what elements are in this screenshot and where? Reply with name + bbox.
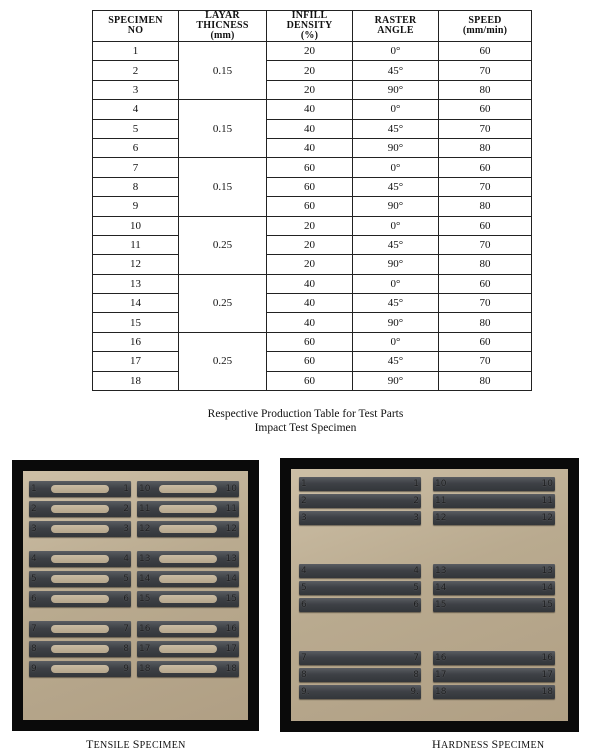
cell-raster-angle: 0° bbox=[353, 332, 439, 351]
cell-speed: 60 bbox=[439, 158, 532, 177]
specimen-gauge-slot bbox=[51, 645, 108, 653]
cell-raster-angle: 90° bbox=[353, 255, 439, 274]
hardness-specimen-bar bbox=[299, 598, 421, 612]
cell-layer-thickness: 0.25 bbox=[179, 274, 267, 332]
specimen-number: 12 bbox=[139, 524, 151, 534]
table-row bbox=[93, 352, 532, 371]
tensile-specimen-bar bbox=[137, 551, 239, 567]
header-text: SPEED bbox=[468, 15, 502, 26]
specimen-number: 13 bbox=[139, 554, 151, 564]
specimen-number: 15 bbox=[225, 594, 237, 604]
table-caption bbox=[0, 407, 611, 435]
cell-specimen-no: 2 bbox=[93, 61, 179, 80]
table-row bbox=[93, 158, 532, 177]
cell-layer-thickness: 0.15 bbox=[179, 42, 267, 100]
specimen-gauge-slot bbox=[51, 665, 108, 673]
cell-specimen-no: 8 bbox=[93, 177, 179, 196]
hardness-specimen-bar bbox=[433, 511, 555, 525]
specimen-number: 3 bbox=[123, 524, 129, 534]
header-speed bbox=[439, 11, 532, 42]
cell-speed: 60 bbox=[439, 216, 532, 235]
caption-line-1: Respective Production Table for Test Parts bbox=[207, 408, 404, 420]
specimen-gauge-slot bbox=[159, 665, 216, 673]
cell-raster-angle: 0° bbox=[353, 100, 439, 119]
table-row bbox=[93, 138, 532, 157]
specimen-gauge-slot bbox=[159, 625, 216, 633]
label-initial: H bbox=[432, 737, 441, 751]
specimen-number: 3 bbox=[301, 513, 307, 523]
header-text: (mm) bbox=[210, 30, 235, 41]
specimen-number: 17 bbox=[435, 670, 447, 680]
cell-raster-angle: 0° bbox=[353, 42, 439, 61]
specimen-number: 8 bbox=[31, 644, 37, 654]
specimen-number: 1 bbox=[31, 484, 37, 494]
specimen-gauge-slot bbox=[51, 555, 108, 563]
cell-raster-angle: 90° bbox=[353, 197, 439, 216]
hardness-specimen-bar bbox=[433, 598, 555, 612]
hardness-specimen-bar bbox=[299, 668, 421, 682]
specimen-number: 13 bbox=[225, 554, 237, 564]
cell-raster-angle: 0° bbox=[353, 216, 439, 235]
cell-raster-angle: 90° bbox=[353, 80, 439, 99]
cell-speed: 70 bbox=[439, 119, 532, 138]
cell-raster-angle: 90° bbox=[353, 371, 439, 390]
header-text: NO bbox=[127, 25, 144, 36]
hardness-specimen-bar bbox=[299, 581, 421, 595]
tensile-specimen-bar bbox=[29, 521, 131, 537]
cell-specimen-no: 13 bbox=[93, 274, 179, 293]
specimen-number: 16 bbox=[225, 624, 237, 634]
table-row bbox=[93, 119, 532, 138]
tensile-specimen-bar bbox=[29, 661, 131, 677]
hardness-specimen-bar bbox=[433, 668, 555, 682]
cell-speed: 60 bbox=[439, 42, 532, 61]
specimen-number: 4 bbox=[31, 554, 37, 564]
specimen-number: 10 bbox=[139, 484, 151, 494]
specimen-gauge-slot bbox=[51, 505, 108, 513]
cell-specimen-no: 6 bbox=[93, 138, 179, 157]
hardness-specimen-bar bbox=[433, 494, 555, 508]
specimen-number: 3 bbox=[413, 513, 419, 523]
cell-raster-angle: 0° bbox=[353, 158, 439, 177]
cell-specimen-no: 15 bbox=[93, 313, 179, 332]
tensile-specimen-bar bbox=[137, 521, 239, 537]
specimen-number: 12 bbox=[225, 524, 237, 534]
specimen-number: 13 bbox=[541, 566, 553, 576]
tensile-specimen-bar bbox=[137, 481, 239, 497]
specimen-number: 10 bbox=[225, 484, 237, 494]
header-text: RASTER bbox=[374, 15, 417, 26]
tensile-photo-surface bbox=[23, 471, 248, 720]
cell-infill-density: 20 bbox=[267, 216, 353, 235]
specimen-number: 5 bbox=[31, 574, 37, 584]
cell-specimen-no: 18 bbox=[93, 371, 179, 390]
cell-layer-thickness: 0.25 bbox=[179, 216, 267, 274]
cell-infill-density: 60 bbox=[267, 177, 353, 196]
label-rest: ARDNESS bbox=[440, 740, 492, 751]
tensile-specimen-bar bbox=[29, 551, 131, 567]
tensile-specimen-label bbox=[86, 737, 186, 752]
specimen-gauge-slot bbox=[51, 595, 108, 603]
specimen-number: 14 bbox=[435, 583, 447, 593]
hardness-specimen-bar bbox=[433, 477, 555, 491]
specimen-gauge-slot bbox=[159, 575, 216, 583]
cell-infill-density: 20 bbox=[267, 80, 353, 99]
hardness-specimen-bar bbox=[299, 494, 421, 508]
specimen-number: 9 bbox=[123, 664, 129, 674]
specimen-number: 4 bbox=[301, 566, 307, 576]
cell-speed: 70 bbox=[439, 235, 532, 254]
production-table bbox=[92, 10, 532, 391]
specimen-gauge-slot bbox=[159, 595, 216, 603]
specimen-number: 16 bbox=[541, 653, 553, 663]
header-text: INFILL bbox=[291, 10, 328, 21]
specimen-number: 8 bbox=[123, 644, 129, 654]
specimen-gauge-slot bbox=[51, 625, 108, 633]
specimen-number: 17 bbox=[541, 670, 553, 680]
cell-layer-thickness: 0.25 bbox=[179, 332, 267, 390]
tensile-specimen-bar bbox=[137, 641, 239, 657]
label-rest: PECIMEN bbox=[498, 740, 545, 751]
cell-speed: 80 bbox=[439, 313, 532, 332]
cell-speed: 60 bbox=[439, 274, 532, 293]
specimen-number: 15 bbox=[541, 600, 553, 610]
hardness-specimen-bar bbox=[299, 511, 421, 525]
cell-raster-angle: 90° bbox=[353, 313, 439, 332]
cell-speed: 80 bbox=[439, 80, 532, 99]
cell-raster-angle: 45° bbox=[353, 177, 439, 196]
hardness-specimen-bar bbox=[299, 477, 421, 491]
specimen-number: 15 bbox=[435, 600, 447, 610]
specimen-number: 5 bbox=[123, 574, 129, 584]
table-row bbox=[93, 313, 532, 332]
specimen-number: 5 bbox=[301, 583, 307, 593]
label-initial: S bbox=[491, 737, 499, 751]
specimen-number: 2 bbox=[31, 504, 37, 514]
cell-infill-density: 60 bbox=[267, 352, 353, 371]
specimen-number: 18 bbox=[435, 687, 447, 697]
cell-speed: 70 bbox=[439, 61, 532, 80]
specimen-gauge-slot bbox=[51, 525, 108, 533]
header-text: DENSITY bbox=[286, 20, 333, 31]
tensile-specimen-bar bbox=[29, 641, 131, 657]
cell-raster-angle: 45° bbox=[353, 119, 439, 138]
cell-infill-density: 40 bbox=[267, 138, 353, 157]
header-specimen-no bbox=[93, 11, 179, 42]
cell-specimen-no: 11 bbox=[93, 235, 179, 254]
table-row bbox=[93, 100, 532, 119]
tensile-specimen-bar bbox=[29, 591, 131, 607]
table-row bbox=[93, 235, 532, 254]
table-row bbox=[93, 332, 532, 351]
tensile-specimen-bar bbox=[137, 571, 239, 587]
header-text: LAYAR bbox=[205, 10, 240, 21]
cell-raster-angle: 45° bbox=[353, 235, 439, 254]
specimen-number: 18 bbox=[139, 664, 151, 674]
specimen-number: 14 bbox=[225, 574, 237, 584]
specimen-number: 10 bbox=[541, 479, 553, 489]
hardness-specimen-bar bbox=[433, 564, 555, 578]
header-text: ANGLE bbox=[377, 25, 414, 36]
tensile-specimen-bar bbox=[137, 661, 239, 677]
cell-infill-density: 40 bbox=[267, 100, 353, 119]
specimen-number: 13 bbox=[435, 566, 447, 576]
cell-speed: 80 bbox=[439, 138, 532, 157]
specimen-number: 8 bbox=[413, 670, 419, 680]
cell-speed: 80 bbox=[439, 197, 532, 216]
cell-speed: 60 bbox=[439, 100, 532, 119]
specimen-number: 16 bbox=[435, 653, 447, 663]
specimen-number: 2 bbox=[123, 504, 129, 514]
table-row bbox=[93, 61, 532, 80]
specimen-number: 6 bbox=[123, 594, 129, 604]
specimen-number: 1 bbox=[123, 484, 129, 494]
cell-infill-density: 20 bbox=[267, 255, 353, 274]
specimen-number: 4 bbox=[413, 566, 419, 576]
specimen-number: 6 bbox=[413, 600, 419, 610]
table-row bbox=[93, 294, 532, 313]
specimen-gauge-slot bbox=[159, 525, 216, 533]
tensile-specimen-bar bbox=[29, 501, 131, 517]
header-text: SPECIMEN bbox=[108, 15, 163, 26]
hardness-specimen-bar bbox=[299, 564, 421, 578]
cell-speed: 60 bbox=[439, 332, 532, 351]
specimen-number: 7 bbox=[413, 653, 419, 663]
specimen-number: 7 bbox=[31, 624, 37, 634]
specimen-gauge-slot bbox=[51, 575, 108, 583]
table-row bbox=[93, 216, 532, 235]
specimen-number: 2 bbox=[301, 496, 307, 506]
table-row bbox=[93, 274, 532, 293]
table-row bbox=[93, 177, 532, 196]
specimen-number: 15 bbox=[139, 594, 151, 604]
specimen-number: 17 bbox=[225, 644, 237, 654]
cell-infill-density: 40 bbox=[267, 313, 353, 332]
specimen-number: 2 bbox=[413, 496, 419, 506]
label-initial: T bbox=[86, 737, 94, 751]
specimen-number: 18 bbox=[225, 664, 237, 674]
tensile-specimen-bar bbox=[137, 621, 239, 637]
specimen-number: 10 bbox=[435, 479, 447, 489]
specimen-number: 17 bbox=[139, 644, 151, 654]
specimen-number: 11 bbox=[139, 504, 151, 514]
cell-raster-angle: 45° bbox=[353, 352, 439, 371]
specimen-number: 5 bbox=[413, 583, 419, 593]
header-infill-density bbox=[267, 11, 353, 42]
specimen-number: 11 bbox=[435, 496, 447, 506]
cell-infill-density: 20 bbox=[267, 61, 353, 80]
cell-specimen-no: 10 bbox=[93, 216, 179, 235]
specimen-number: 7 bbox=[123, 624, 129, 634]
cell-specimen-no: 4 bbox=[93, 100, 179, 119]
cell-speed: 80 bbox=[439, 255, 532, 274]
specimen-gauge-slot bbox=[159, 645, 216, 653]
tensile-specimen-bar bbox=[29, 621, 131, 637]
table-row bbox=[93, 197, 532, 216]
specimen-number: 9. bbox=[410, 687, 419, 697]
hardness-specimen-label bbox=[432, 737, 544, 752]
label-initial: S bbox=[132, 737, 140, 751]
hardness-specimen-photo bbox=[280, 458, 579, 732]
specimen-number: 4 bbox=[123, 554, 129, 564]
tensile-specimen-photo bbox=[12, 460, 259, 731]
specimen-number: 12 bbox=[541, 513, 553, 523]
hardness-specimen-bar bbox=[433, 685, 555, 699]
cell-speed: 70 bbox=[439, 294, 532, 313]
specimen-gauge-slot bbox=[51, 485, 108, 493]
specimen-gauge-slot bbox=[159, 485, 216, 493]
tensile-specimen-bar bbox=[29, 571, 131, 587]
cell-raster-angle: 90° bbox=[353, 138, 439, 157]
cell-speed: 80 bbox=[439, 371, 532, 390]
specimen-number: 16 bbox=[139, 624, 151, 634]
header-text: (%) bbox=[300, 30, 319, 41]
specimen-gauge-slot bbox=[159, 505, 216, 513]
cell-infill-density: 20 bbox=[267, 235, 353, 254]
cell-speed: 70 bbox=[439, 177, 532, 196]
header-raster-angle bbox=[353, 11, 439, 42]
cell-specimen-no: 12 bbox=[93, 255, 179, 274]
cell-infill-density: 60 bbox=[267, 197, 353, 216]
cell-infill-density: 60 bbox=[267, 332, 353, 351]
cell-specimen-no: 5 bbox=[93, 119, 179, 138]
hardness-photo-surface bbox=[291, 469, 568, 721]
cell-specimen-no: 1 bbox=[93, 42, 179, 61]
cell-infill-density: 20 bbox=[267, 42, 353, 61]
cell-raster-angle: 45° bbox=[353, 61, 439, 80]
cell-raster-angle: 0° bbox=[353, 274, 439, 293]
specimen-number: 1 bbox=[413, 479, 419, 489]
hardness-specimen-bar bbox=[299, 651, 421, 665]
specimen-number: 8 bbox=[301, 670, 307, 680]
cell-infill-density: 40 bbox=[267, 119, 353, 138]
label-rest: PECIMEN bbox=[139, 740, 186, 751]
specimen-number: 18 bbox=[541, 687, 553, 697]
table-row bbox=[93, 42, 532, 61]
cell-infill-density: 60 bbox=[267, 371, 353, 390]
cell-layer-thickness: 0.15 bbox=[179, 158, 267, 216]
table-row bbox=[93, 255, 532, 274]
cell-specimen-no: 7 bbox=[93, 158, 179, 177]
cell-infill-density: 40 bbox=[267, 274, 353, 293]
cell-specimen-no: 17 bbox=[93, 352, 179, 371]
specimen-number: 9 bbox=[31, 664, 37, 674]
specimen-number: 3 bbox=[31, 524, 37, 534]
specimen-number: 7 bbox=[301, 653, 307, 663]
header-text: (mm/min) bbox=[462, 25, 508, 36]
specimen-number: 14 bbox=[541, 583, 553, 593]
cell-raster-angle: 45° bbox=[353, 294, 439, 313]
cell-specimen-no: 3 bbox=[93, 80, 179, 99]
specimen-number: 9. bbox=[301, 687, 310, 697]
header-text: THICNESS bbox=[196, 20, 249, 31]
hardness-specimen-bar bbox=[433, 581, 555, 595]
specimen-number: 6 bbox=[31, 594, 37, 604]
hardness-specimen-bar bbox=[299, 685, 421, 699]
cell-specimen-no: 16 bbox=[93, 332, 179, 351]
label-rest: ENSILE bbox=[93, 740, 133, 751]
cell-layer-thickness: 0.15 bbox=[179, 100, 267, 158]
table-row bbox=[93, 80, 532, 99]
specimen-number: 1 bbox=[301, 479, 307, 489]
specimen-gauge-slot bbox=[159, 555, 216, 563]
specimen-number: 11 bbox=[541, 496, 553, 506]
caption-line-2: Impact Test Specimen bbox=[254, 422, 357, 434]
specimen-number: 12 bbox=[435, 513, 447, 523]
tensile-specimen-bar bbox=[29, 481, 131, 497]
hardness-specimen-bar bbox=[433, 651, 555, 665]
cell-infill-density: 60 bbox=[267, 158, 353, 177]
header-layer-thickness bbox=[179, 11, 267, 42]
specimen-number: 6 bbox=[301, 600, 307, 610]
table-header-row bbox=[93, 11, 532, 42]
cell-infill-density: 40 bbox=[267, 294, 353, 313]
table-row bbox=[93, 371, 532, 390]
cell-speed: 70 bbox=[439, 352, 532, 371]
cell-specimen-no: 14 bbox=[93, 294, 179, 313]
specimen-number: 14 bbox=[139, 574, 151, 584]
tensile-specimen-bar bbox=[137, 591, 239, 607]
tensile-specimen-bar bbox=[137, 501, 239, 517]
specimen-number: 11 bbox=[225, 504, 237, 514]
cell-specimen-no: 9 bbox=[93, 197, 179, 216]
